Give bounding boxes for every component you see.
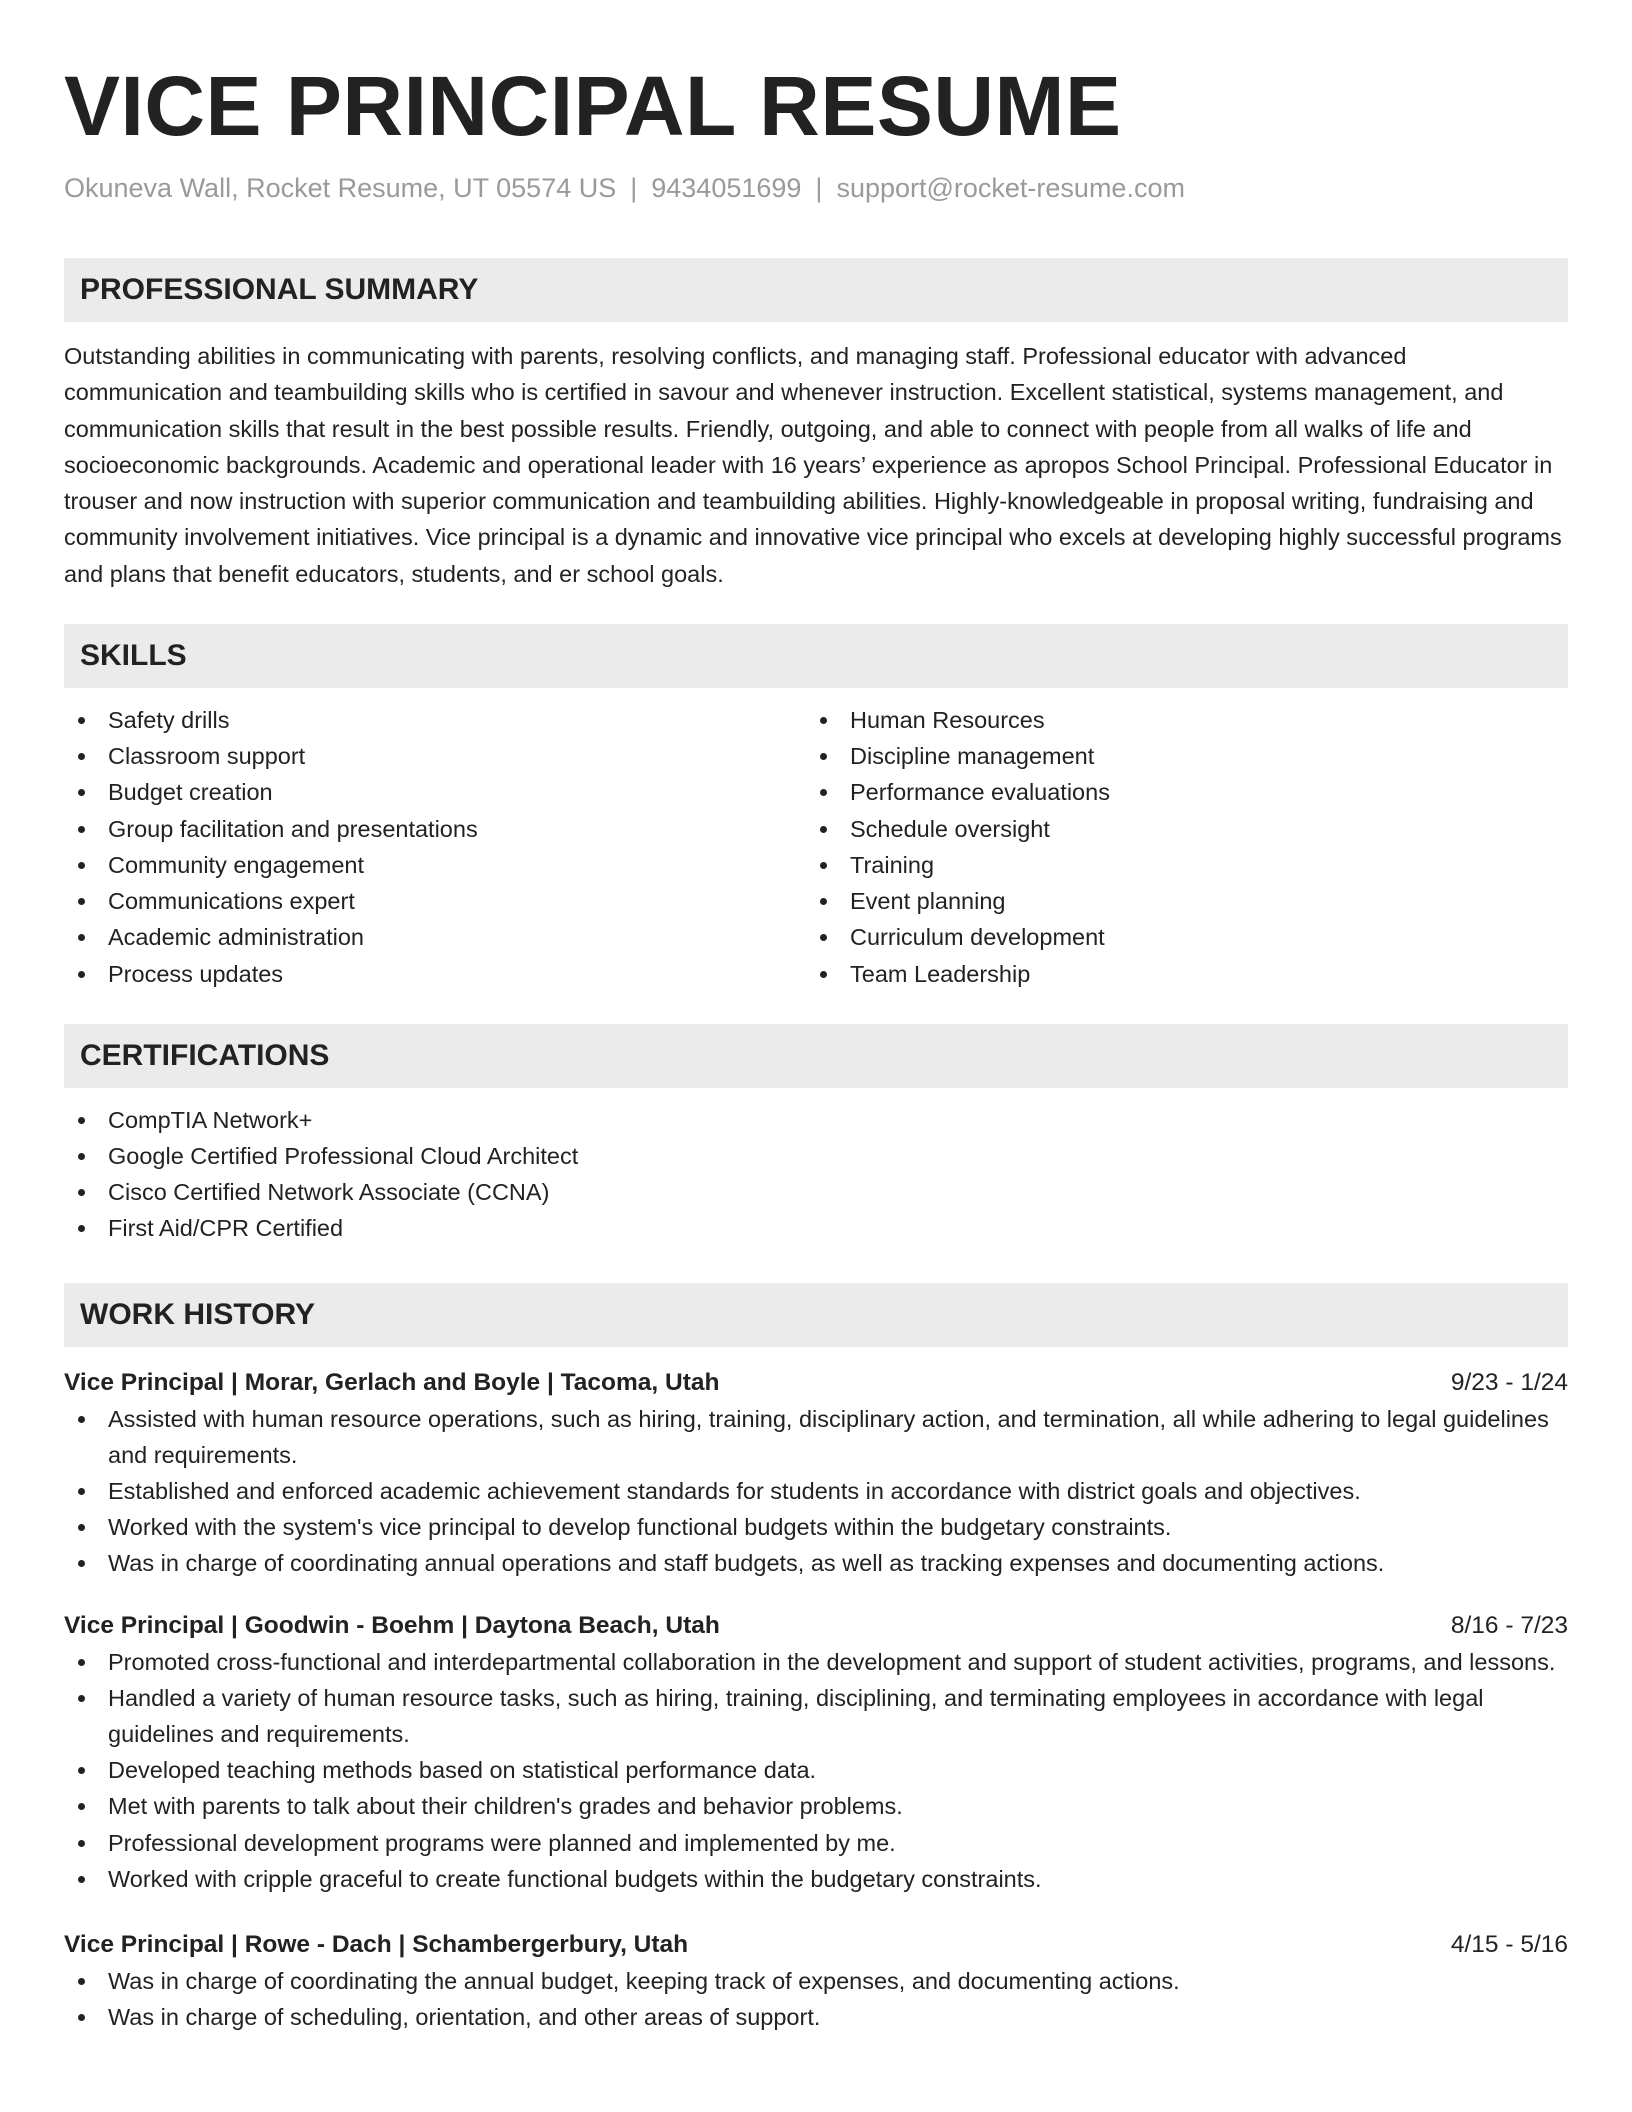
job-bullet: Worked with cripple graceful to create functional budgets within the budgetary constraints. xyxy=(64,1861,1568,1897)
job-bullet: Was in charge of coordinating the annual budget, keeping track of expenses, and documenting actions. xyxy=(64,1963,1568,1999)
contact-separator: | xyxy=(815,173,823,203)
skills-column-right xyxy=(806,702,1548,992)
job-bullet: Promoted cross-functional and interdepartmental collaboration in the development and support of student activities, programs, and lessons. xyxy=(64,1644,1568,1680)
job-header xyxy=(64,1927,1568,1963)
skills-grid xyxy=(64,702,1568,992)
job-bullets xyxy=(64,1963,1568,2035)
job-bullet: Met with parents to talk about their children's grades and behavior problems. xyxy=(64,1788,1568,1824)
skill-item: Budget creation xyxy=(64,774,806,810)
skill-item: Team Leadership xyxy=(806,956,1548,992)
skills-column-left xyxy=(64,702,806,992)
certification-item: Google Certified Professional Cloud Architect xyxy=(64,1138,1568,1174)
contact-line xyxy=(64,170,1568,206)
skill-item: Communications expert xyxy=(64,883,806,919)
job-title: Vice Principal | Morar, Gerlach and Boyle | Tacoma, Utah xyxy=(64,1368,720,1396)
job-dates: 8/16 - 7/23 xyxy=(1450,1611,1568,1639)
contact-phone: 9434051699 xyxy=(651,173,802,203)
skill-item: Training xyxy=(806,847,1548,883)
job-bullet: Developed teaching methods based on statistical performance data. xyxy=(64,1752,1568,1788)
job-header xyxy=(64,1365,1568,1401)
contact-email: support@rocket-resume.com xyxy=(836,173,1185,203)
skill-item: Curriculum development xyxy=(806,919,1548,955)
job-bullet: Assisted with human resource operations, such as hiring, training, disciplinary action, and termination, all while adhering to legal guidelines and requirements. xyxy=(64,1401,1568,1473)
certification-item: Cisco Certified Network Associate (CCNA) xyxy=(64,1174,1568,1210)
skill-item: Process updates xyxy=(64,956,806,992)
skill-item: Safety drills xyxy=(64,702,806,738)
contact-address: Okuneva Wall, Rocket Resume, UT 05574 US xyxy=(64,173,617,203)
skill-item: Discipline management xyxy=(806,738,1548,774)
contact-separator: | xyxy=(630,173,638,203)
skills-heading: SKILLS xyxy=(64,624,1568,688)
job-entry xyxy=(64,1365,1568,1582)
summary-text: Outstanding abilities in communicating with parents, resolving conflicts, and managing staff. Professional educator with advanced communication and teambuilding skills who is certified in savour and whenever instruction. Excellent statistical, systems management, and communication skills that result in the best possible results. Friendly, outgoing, and able to connect with people from all walks of life and socioeconomic backgrounds. Academic and operational leader with 16 years’ experience as apropos School Principal. Professional Educator in trouser and now instruction with superior communication and teambuilding abilities. Highly-knowledgeable in proposal writing, fundraising and community involvement initiatives. Vice principal is a dynamic and innovative vice principal who excels at developing highly successful programs and plans that benefit educators, students, and er school goals. xyxy=(64,343,1562,587)
summary-heading: PROFESSIONAL SUMMARY xyxy=(64,258,1568,322)
job-bullet: Handled a variety of human resource tasks, such as hiring, training, disciplining, and terminating employees in accordance with legal guidelines and requirements. xyxy=(64,1680,1568,1752)
certification-item: CompTIA Network+ xyxy=(64,1102,1568,1138)
job-bullet: Established and enforced academic achievement standards for students in accordance with district goals and objectives. xyxy=(64,1473,1568,1509)
certifications-heading: CERTIFICATIONS xyxy=(64,1024,1568,1088)
skill-item: Community engagement xyxy=(64,847,806,883)
job-bullet: Professional development programs were planned and implemented by me. xyxy=(64,1825,1568,1861)
certification-item: First Aid/CPR Certified xyxy=(64,1210,1568,1246)
skill-item: Academic administration xyxy=(64,919,806,955)
job-dates: 4/15 - 5/16 xyxy=(1450,1930,1568,1958)
work-history-heading: WORK HISTORY xyxy=(64,1283,1568,1347)
skill-item: Classroom support xyxy=(64,738,806,774)
skill-item: Human Resources xyxy=(806,702,1548,738)
job-dates: 9/23 - 1/24 xyxy=(1450,1368,1568,1396)
job-header xyxy=(64,1608,1568,1644)
resume-page xyxy=(64,0,1568,2035)
job-bullet: Was in charge of coordinating annual operations and staff budgets, as well as tracking expenses and documenting actions. xyxy=(64,1545,1568,1581)
job-title: Vice Principal | Goodwin - Boehm | Daytona Beach, Utah xyxy=(64,1611,720,1639)
job-entry xyxy=(64,1608,1568,1897)
certifications-list xyxy=(64,1102,1568,1247)
job-bullets xyxy=(64,1644,1568,1897)
job-bullet: Was in charge of scheduling, orientation, and other areas of support. xyxy=(64,1999,1568,2035)
job-title: Vice Principal | Rowe - Dach | Schambergerbury, Utah xyxy=(64,1930,689,1958)
skill-item: Event planning xyxy=(806,883,1548,919)
job-entry xyxy=(64,1927,1568,2035)
job-bullets xyxy=(64,1401,1568,1582)
skill-item: Performance evaluations xyxy=(806,774,1548,810)
resume-title: VICE PRINCIPAL RESUME xyxy=(64,59,1122,153)
skill-item: Schedule oversight xyxy=(806,811,1548,847)
job-bullet: Worked with the system's vice principal to develop functional budgets within the budgetary constraints. xyxy=(64,1509,1568,1545)
skill-item: Group facilitation and presentations xyxy=(64,811,806,847)
